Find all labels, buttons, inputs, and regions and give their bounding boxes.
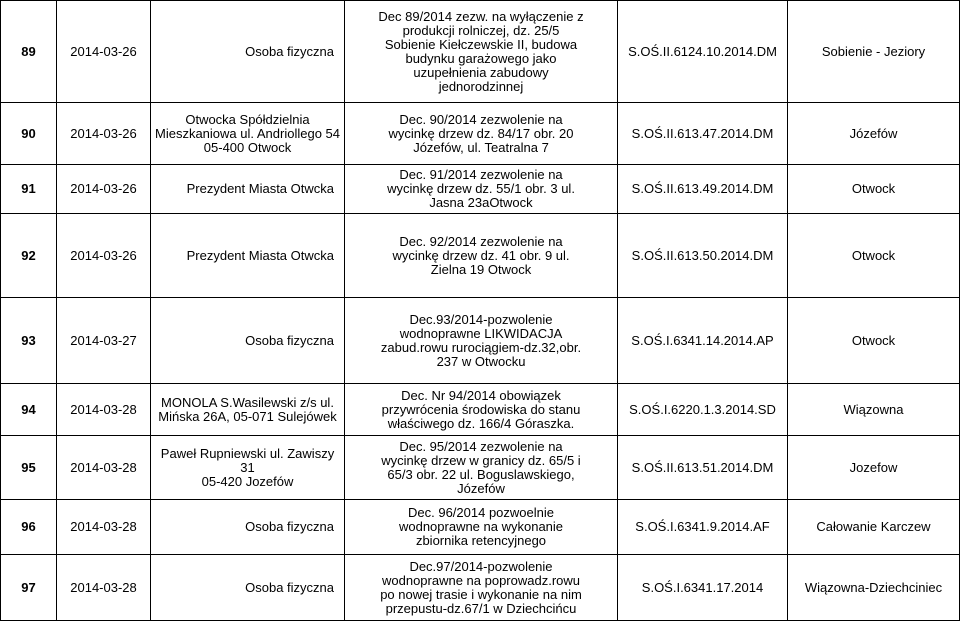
- row-applicant: [151, 103, 345, 165]
- row-date: 2014-03-26: [57, 103, 151, 165]
- row-case-sign: S.OŚ.I.6341.17.2014: [618, 555, 788, 621]
- row-location: Wiązowna: [788, 384, 960, 436]
- cell-text-line: Józefów, ul. Teatralna 7: [413, 139, 549, 155]
- row-applicant: [151, 384, 345, 436]
- row-decision: [345, 103, 618, 165]
- row-date: 2014-03-27: [57, 298, 151, 384]
- row-decision: [345, 214, 618, 298]
- row-date: 2014-03-28: [57, 384, 151, 436]
- row-location: Całowanie Karczew: [788, 500, 960, 555]
- row-applicant: [151, 436, 345, 500]
- cell-text-line: Dec. Nr 94/2014 obowiązek: [401, 387, 561, 403]
- cell-text-line: MONOLA S.Wasilewski z/s ul.: [161, 394, 334, 410]
- cell-text-line: zbiornika retencyjnego: [415, 533, 547, 548]
- cell-text-line: po nowej trasie i wykonanie na nim: [380, 586, 582, 602]
- row-decision: [345, 436, 618, 500]
- row-location: Sobienie - Jeziory: [788, 1, 960, 103]
- row-case-sign: S.OŚ.II.613.49.2014.DM: [618, 165, 788, 214]
- cell-text-line: Dec. 92/2014 zezwolenie na: [399, 233, 563, 249]
- cell-text-line: przywrócenia środowiska do stanu: [381, 401, 581, 417]
- cell-text-line: wodnoprawne na wykonanie: [398, 519, 564, 534]
- row-date: 2014-03-26: [57, 165, 151, 214]
- row-number: 92: [1, 214, 57, 298]
- row-date: 2014-03-26: [57, 1, 151, 103]
- row-applicant: [151, 214, 345, 298]
- cell-text-line: Mieszkaniowa ul. Andriollego 54: [155, 125, 340, 141]
- row-applicant: [151, 555, 345, 621]
- cell-text-line: 05-400 Otwock: [203, 139, 292, 155]
- row-applicant: [151, 500, 345, 555]
- cell-text-line: przepustu-dz.67/1 w Dziechcińcu: [385, 600, 577, 616]
- cell-text-line: Mińska 26A, 05-071 Sulejówek: [158, 408, 337, 424]
- table-body: [1, 1, 960, 621]
- cell-text-line: Osoba fizyczna: [245, 43, 334, 59]
- row-location: Józefów: [788, 103, 960, 165]
- row-number: 94: [1, 384, 57, 436]
- cell-text-line: wycinkę drzew w granicy dz. 65/5 i: [381, 452, 581, 468]
- table-row: [1, 165, 960, 214]
- cell-text-line: Dec. 96/2014 pozwoelnie: [408, 505, 554, 520]
- cell-text-line: wycinkę drzew dz. 55/1 obr. 3 ul.: [387, 181, 575, 196]
- row-case-sign: S.OŚ.II.613.50.2014.DM: [618, 214, 788, 298]
- cell-text-line: budynku garażowego jako: [405, 50, 557, 66]
- table-row: [1, 214, 960, 298]
- cell-text-line: produkcji rolniczej, dz. 25/5: [402, 22, 560, 38]
- row-location: Jozefow: [788, 436, 960, 500]
- cell-text-line: Jasna 23aOtwock: [429, 195, 533, 210]
- cell-text-line: wycinkę drzew dz. 41 obr. 9 ul.: [392, 247, 570, 263]
- row-case-sign: S.OŚ.II.6124.10.2014.DM: [618, 1, 788, 103]
- row-decision: [345, 555, 618, 621]
- cell-text-line: Dec.93/2014-pozwolenie: [409, 311, 553, 327]
- row-location: Otwock: [788, 298, 960, 384]
- row-case-sign: S.OŚ.II.613.51.2014.DM: [618, 436, 788, 500]
- cell-text-line: Zielna 19 Otwock: [430, 261, 532, 277]
- table-row: [1, 500, 960, 555]
- table-row: [1, 298, 960, 384]
- cell-text-line: Dec. 90/2014 zezwolenie na: [399, 111, 563, 127]
- row-decision: [345, 165, 618, 214]
- cell-text-line: 05-420 Jozefów: [201, 473, 294, 489]
- cell-text-line: Dec 89/2014 zezw. na wyłączenie z: [378, 8, 584, 24]
- row-location: Otwock: [788, 214, 960, 298]
- row-number: 91: [1, 165, 57, 214]
- row-case-sign: S.OŚ.I.6220.1.3.2014.SD: [618, 384, 788, 436]
- cell-text-line: Prezydent Miasta Otwcka: [186, 181, 334, 196]
- row-number: 93: [1, 298, 57, 384]
- row-decision: [345, 1, 618, 103]
- cell-text-line: wycinkę drzew dz. 84/17 obr. 20: [388, 125, 574, 141]
- table-row: [1, 384, 960, 436]
- row-number: 95: [1, 436, 57, 500]
- cell-text-line: wodnoprawne na poprowadz.rowu: [381, 572, 580, 588]
- cell-text-line: Osoba fizyczna: [245, 519, 334, 534]
- cell-text-line: Paweł Rupniewski ul. Zawiszy 31: [160, 445, 335, 475]
- row-decision: [345, 384, 618, 436]
- cell-text-line: wodnoprawne LIKWIDACJA: [399, 325, 563, 341]
- cell-text-line: Dec.97/2014-pozwolenie: [409, 558, 553, 574]
- cell-text-line: 237 w Otwocku: [436, 353, 526, 369]
- row-number: 97: [1, 555, 57, 621]
- row-date: 2014-03-26: [57, 214, 151, 298]
- row-location: Wiązowna-Dziechciniec: [788, 555, 960, 621]
- cell-text-line: Prezydent Miasta Otwcka: [186, 247, 334, 263]
- table-row: [1, 555, 960, 621]
- table-row: [1, 103, 960, 165]
- cell-text-line: Sobienie Kiełczewskie II, budowa: [384, 36, 578, 52]
- row-date: 2014-03-28: [57, 500, 151, 555]
- table-row: [1, 436, 960, 500]
- row-date: 2014-03-28: [57, 555, 151, 621]
- cell-text-line: Osoba fizyczna: [245, 332, 334, 348]
- row-number: 89: [1, 1, 57, 103]
- cell-text-line: Otwocka Spółdzielnia: [185, 111, 310, 127]
- row-case-sign: S.OŚ.I.6341.14.2014.AP: [618, 298, 788, 384]
- cell-text-line: Dec. 95/2014 zezwolenie na: [399, 438, 563, 454]
- cell-text-line: uzupełnienia zabudowy: [413, 64, 549, 80]
- row-number: 96: [1, 500, 57, 555]
- cell-text-line: Dec. 91/2014 zezwolenie na: [399, 167, 563, 182]
- row-case-sign: S.OŚ.II.613.47.2014.DM: [618, 103, 788, 165]
- table-row: [1, 1, 960, 103]
- row-applicant: [151, 165, 345, 214]
- cell-text-line: jednorodzinnej: [438, 78, 524, 94]
- cell-text-line: Osoba fizyczna: [245, 579, 334, 595]
- row-decision: [345, 500, 618, 555]
- cell-text-line: zabud.rowu rurociągiem-dz.32,obr.: [380, 339, 582, 355]
- row-decision: [345, 298, 618, 384]
- cell-text-line: właściwego dz. 166/4 Góraszka.: [387, 415, 575, 431]
- row-number: 90: [1, 103, 57, 165]
- row-applicant: [151, 298, 345, 384]
- row-date: 2014-03-28: [57, 436, 151, 500]
- cell-text-line: 65/3 obr. 22 ul. Boguslawskiego,: [387, 466, 575, 482]
- row-case-sign: S.OŚ.I.6341.9.2014.AF: [618, 500, 788, 555]
- cell-text-line: Józefów: [457, 480, 505, 496]
- row-applicant: [151, 1, 345, 103]
- row-location: Otwock: [788, 165, 960, 214]
